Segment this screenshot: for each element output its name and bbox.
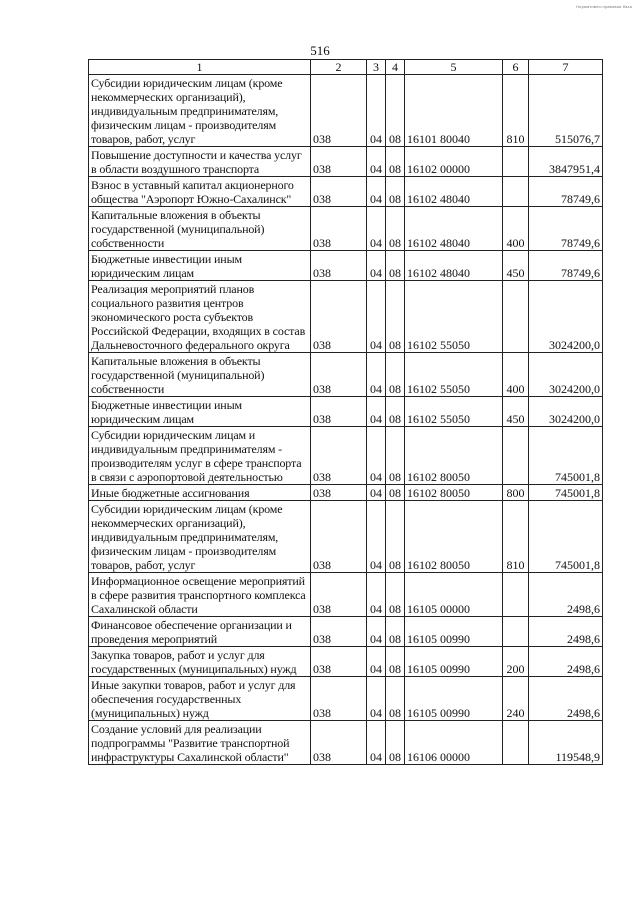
row-section-cell: 04: [367, 501, 386, 573]
row-section-cell: 04: [367, 573, 386, 617]
row-program-code-cell: 16102 55050: [405, 353, 503, 397]
header-cell: 3: [367, 60, 386, 75]
row-admin-code-cell: 038: [311, 721, 367, 765]
row-name-cell: Информационное освещение мероприятий в сфере развития транспортного комплекса Сахалинской области: [89, 573, 311, 617]
row-expense-type-cell: [503, 427, 529, 485]
row-name-cell: Закупка товаров, работ и услуг для государственных (муниципальных) нужд: [89, 647, 311, 677]
row-expense-type-cell: [503, 573, 529, 617]
table-row: [89, 251, 603, 281]
row-name-cell: Финансовое обеспечение организации и проведения мероприятий: [89, 617, 311, 647]
row-expense-type-cell: 400: [503, 207, 529, 251]
row-section-cell: 04: [367, 427, 386, 485]
table-row: [89, 75, 603, 147]
row-program-code-cell: 16102 80050: [405, 427, 503, 485]
row-admin-code-cell: 038: [311, 207, 367, 251]
table-row: [89, 501, 603, 573]
row-amount-cell: 78749,6: [529, 177, 603, 207]
table-row: [89, 397, 603, 427]
row-admin-code-cell: 038: [311, 75, 367, 147]
row-admin-code-cell: 038: [311, 501, 367, 573]
row-subsection-cell: 08: [386, 721, 405, 765]
row-name-cell: Бюджетные инвестиции иным юридическим лицам: [89, 251, 311, 281]
row-amount-cell: 3024200,0: [529, 281, 603, 353]
row-program-code-cell: 16102 55050: [405, 397, 503, 427]
row-section-cell: 04: [367, 721, 386, 765]
row-section-cell: 04: [367, 353, 386, 397]
row-name-cell: Субсидии юридическим лицам и индивидуальным предпринимателям - производителям услуг в сфере транспорта в связи с аэропортовой деятельностью: [89, 427, 311, 485]
page-number: 516: [310, 43, 330, 58]
table-row: [89, 427, 603, 485]
row-amount-cell: 2498,6: [529, 647, 603, 677]
row-expense-type-cell: 810: [503, 501, 529, 573]
row-name-cell: Повышение доступности и качества услуг в области воздушного транспорта: [89, 147, 311, 177]
row-name-cell: Иные закупки товаров, работ и услуг для обеспечения государственных (муниципальных) нужд: [89, 677, 311, 721]
row-subsection-cell: 08: [386, 427, 405, 485]
row-subsection-cell: 08: [386, 147, 405, 177]
table-row: [89, 647, 603, 677]
row-amount-cell: 78749,6: [529, 251, 603, 281]
row-section-cell: 04: [367, 281, 386, 353]
row-subsection-cell: 08: [386, 485, 405, 501]
row-program-code-cell: 16102 00000: [405, 147, 503, 177]
row-admin-code-cell: 038: [311, 353, 367, 397]
row-subsection-cell: 08: [386, 397, 405, 427]
row-subsection-cell: 08: [386, 677, 405, 721]
row-subsection-cell: 08: [386, 647, 405, 677]
row-admin-code-cell: 038: [311, 397, 367, 427]
row-expense-type-cell: 450: [503, 251, 529, 281]
row-admin-code-cell: 038: [311, 147, 367, 177]
row-program-code-cell: 16102 48040: [405, 207, 503, 251]
row-admin-code-cell: 038: [311, 677, 367, 721]
row-admin-code-cell: 038: [311, 427, 367, 485]
row-section-cell: 04: [367, 485, 386, 501]
row-expense-type-cell: [503, 617, 529, 647]
row-amount-cell: 119548,9: [529, 721, 603, 765]
table-row: [89, 207, 603, 251]
table-row: [89, 485, 603, 501]
row-section-cell: 04: [367, 251, 386, 281]
table-row: [89, 281, 603, 353]
row-program-code-cell: 16101 80040: [405, 75, 503, 147]
row-program-code-cell: 16102 48040: [405, 251, 503, 281]
row-admin-code-cell: 038: [311, 485, 367, 501]
row-program-code-cell: 16102 80050: [405, 501, 503, 573]
row-amount-cell: 3024200,0: [529, 397, 603, 427]
table-row: [89, 147, 603, 177]
row-subsection-cell: 08: [386, 617, 405, 647]
row-name-cell: Реализация мероприятий планов социального развития центров экономического роста субъектов Российской Федерации, входящих в состав Дальневосточного федерального округа: [89, 281, 311, 353]
row-expense-type-cell: 240: [503, 677, 529, 721]
row-admin-code-cell: 038: [311, 647, 367, 677]
row-section-cell: 04: [367, 677, 386, 721]
row-section-cell: 04: [367, 397, 386, 427]
header-cell: 7: [529, 60, 603, 75]
row-amount-cell: 2498,6: [529, 617, 603, 647]
row-admin-code-cell: 038: [311, 281, 367, 353]
row-section-cell: 04: [367, 647, 386, 677]
header-cell: 5: [405, 60, 503, 75]
row-expense-type-cell: [503, 177, 529, 207]
row-section-cell: 04: [367, 75, 386, 147]
row-amount-cell: 3847951,4: [529, 147, 603, 177]
row-admin-code-cell: 038: [311, 617, 367, 647]
row-expense-type-cell: 200: [503, 647, 529, 677]
budget-table: [88, 59, 603, 765]
row-program-code-cell: 16102 55050: [405, 281, 503, 353]
row-amount-cell: 78749,6: [529, 207, 603, 251]
row-program-code-cell: 16105 00990: [405, 677, 503, 721]
table-row: [89, 617, 603, 647]
row-program-code-cell: 16106 00000: [405, 721, 503, 765]
row-admin-code-cell: 038: [311, 573, 367, 617]
table-row: [89, 677, 603, 721]
row-name-cell: Бюджетные инвестиции иным юридическим лицам: [89, 397, 311, 427]
row-section-cell: 04: [367, 207, 386, 251]
row-subsection-cell: 08: [386, 281, 405, 353]
row-name-cell: Иные бюджетные ассигнования: [89, 485, 311, 501]
row-subsection-cell: 08: [386, 75, 405, 147]
table-row: [89, 353, 603, 397]
row-name-cell: Субсидии юридическим лицам (кроме некоммерческих организаций), индивидуальным предпринимателям, физическим лицам - производителям товаров, работ, услуг: [89, 501, 311, 573]
header-cell: 4: [386, 60, 405, 75]
row-expense-type-cell: [503, 147, 529, 177]
row-subsection-cell: 08: [386, 501, 405, 573]
header-cell: 1: [89, 60, 311, 75]
row-program-code-cell: 16105 00990: [405, 617, 503, 647]
row-amount-cell: 745001,8: [529, 501, 603, 573]
row-subsection-cell: 08: [386, 353, 405, 397]
row-name-cell: Субсидии юридическим лицам (кроме некоммерческих организаций), индивидуальным предпринимателям, физическим лицам - производителям товаров, работ, услуг: [89, 75, 311, 147]
row-subsection-cell: 08: [386, 251, 405, 281]
row-name-cell: Капитальные вложения в объекты государственной (муниципальной) собственности: [89, 353, 311, 397]
row-amount-cell: 515076,7: [529, 75, 603, 147]
row-program-code-cell: 16102 48040: [405, 177, 503, 207]
row-expense-type-cell: 800: [503, 485, 529, 501]
row-expense-type-cell: 810: [503, 75, 529, 147]
row-subsection-cell: 08: [386, 177, 405, 207]
row-amount-cell: 2498,6: [529, 573, 603, 617]
row-name-cell: Взнос в уставный капитал акционерного общества "Аэропорт Южно-Сахалинск": [89, 177, 311, 207]
row-name-cell: Создание условий для реализации подпрограммы "Развитие транспортной инфраструктуры Сахалинской области": [89, 721, 311, 765]
row-expense-type-cell: [503, 721, 529, 765]
table-row: [89, 177, 603, 207]
row-amount-cell: 745001,8: [529, 485, 603, 501]
row-subsection-cell: 08: [386, 207, 405, 251]
row-program-code-cell: 16105 00000: [405, 573, 503, 617]
header-cell: 6: [503, 60, 529, 75]
row-amount-cell: 745001,8: [529, 427, 603, 485]
table-row: [89, 721, 603, 765]
header-cell: 2: [311, 60, 367, 75]
row-name-cell: Капитальные вложения в объекты государственной (муниципальной) собственности: [89, 207, 311, 251]
row-subsection-cell: 08: [386, 573, 405, 617]
row-program-code-cell: 16102 80050: [405, 485, 503, 501]
row-section-cell: 04: [367, 147, 386, 177]
table-row: [89, 573, 603, 617]
row-program-code-cell: 16105 00990: [405, 647, 503, 677]
scan-stamp: Нормативно-правовая база: [576, 4, 632, 9]
row-expense-type-cell: 400: [503, 353, 529, 397]
row-expense-type-cell: [503, 281, 529, 353]
row-admin-code-cell: 038: [311, 177, 367, 207]
row-amount-cell: 2498,6: [529, 677, 603, 721]
row-section-cell: 04: [367, 617, 386, 647]
row-amount-cell: 3024200,0: [529, 353, 603, 397]
row-expense-type-cell: 450: [503, 397, 529, 427]
row-admin-code-cell: 038: [311, 251, 367, 281]
row-section-cell: 04: [367, 177, 386, 207]
table-header-row: [89, 60, 603, 75]
